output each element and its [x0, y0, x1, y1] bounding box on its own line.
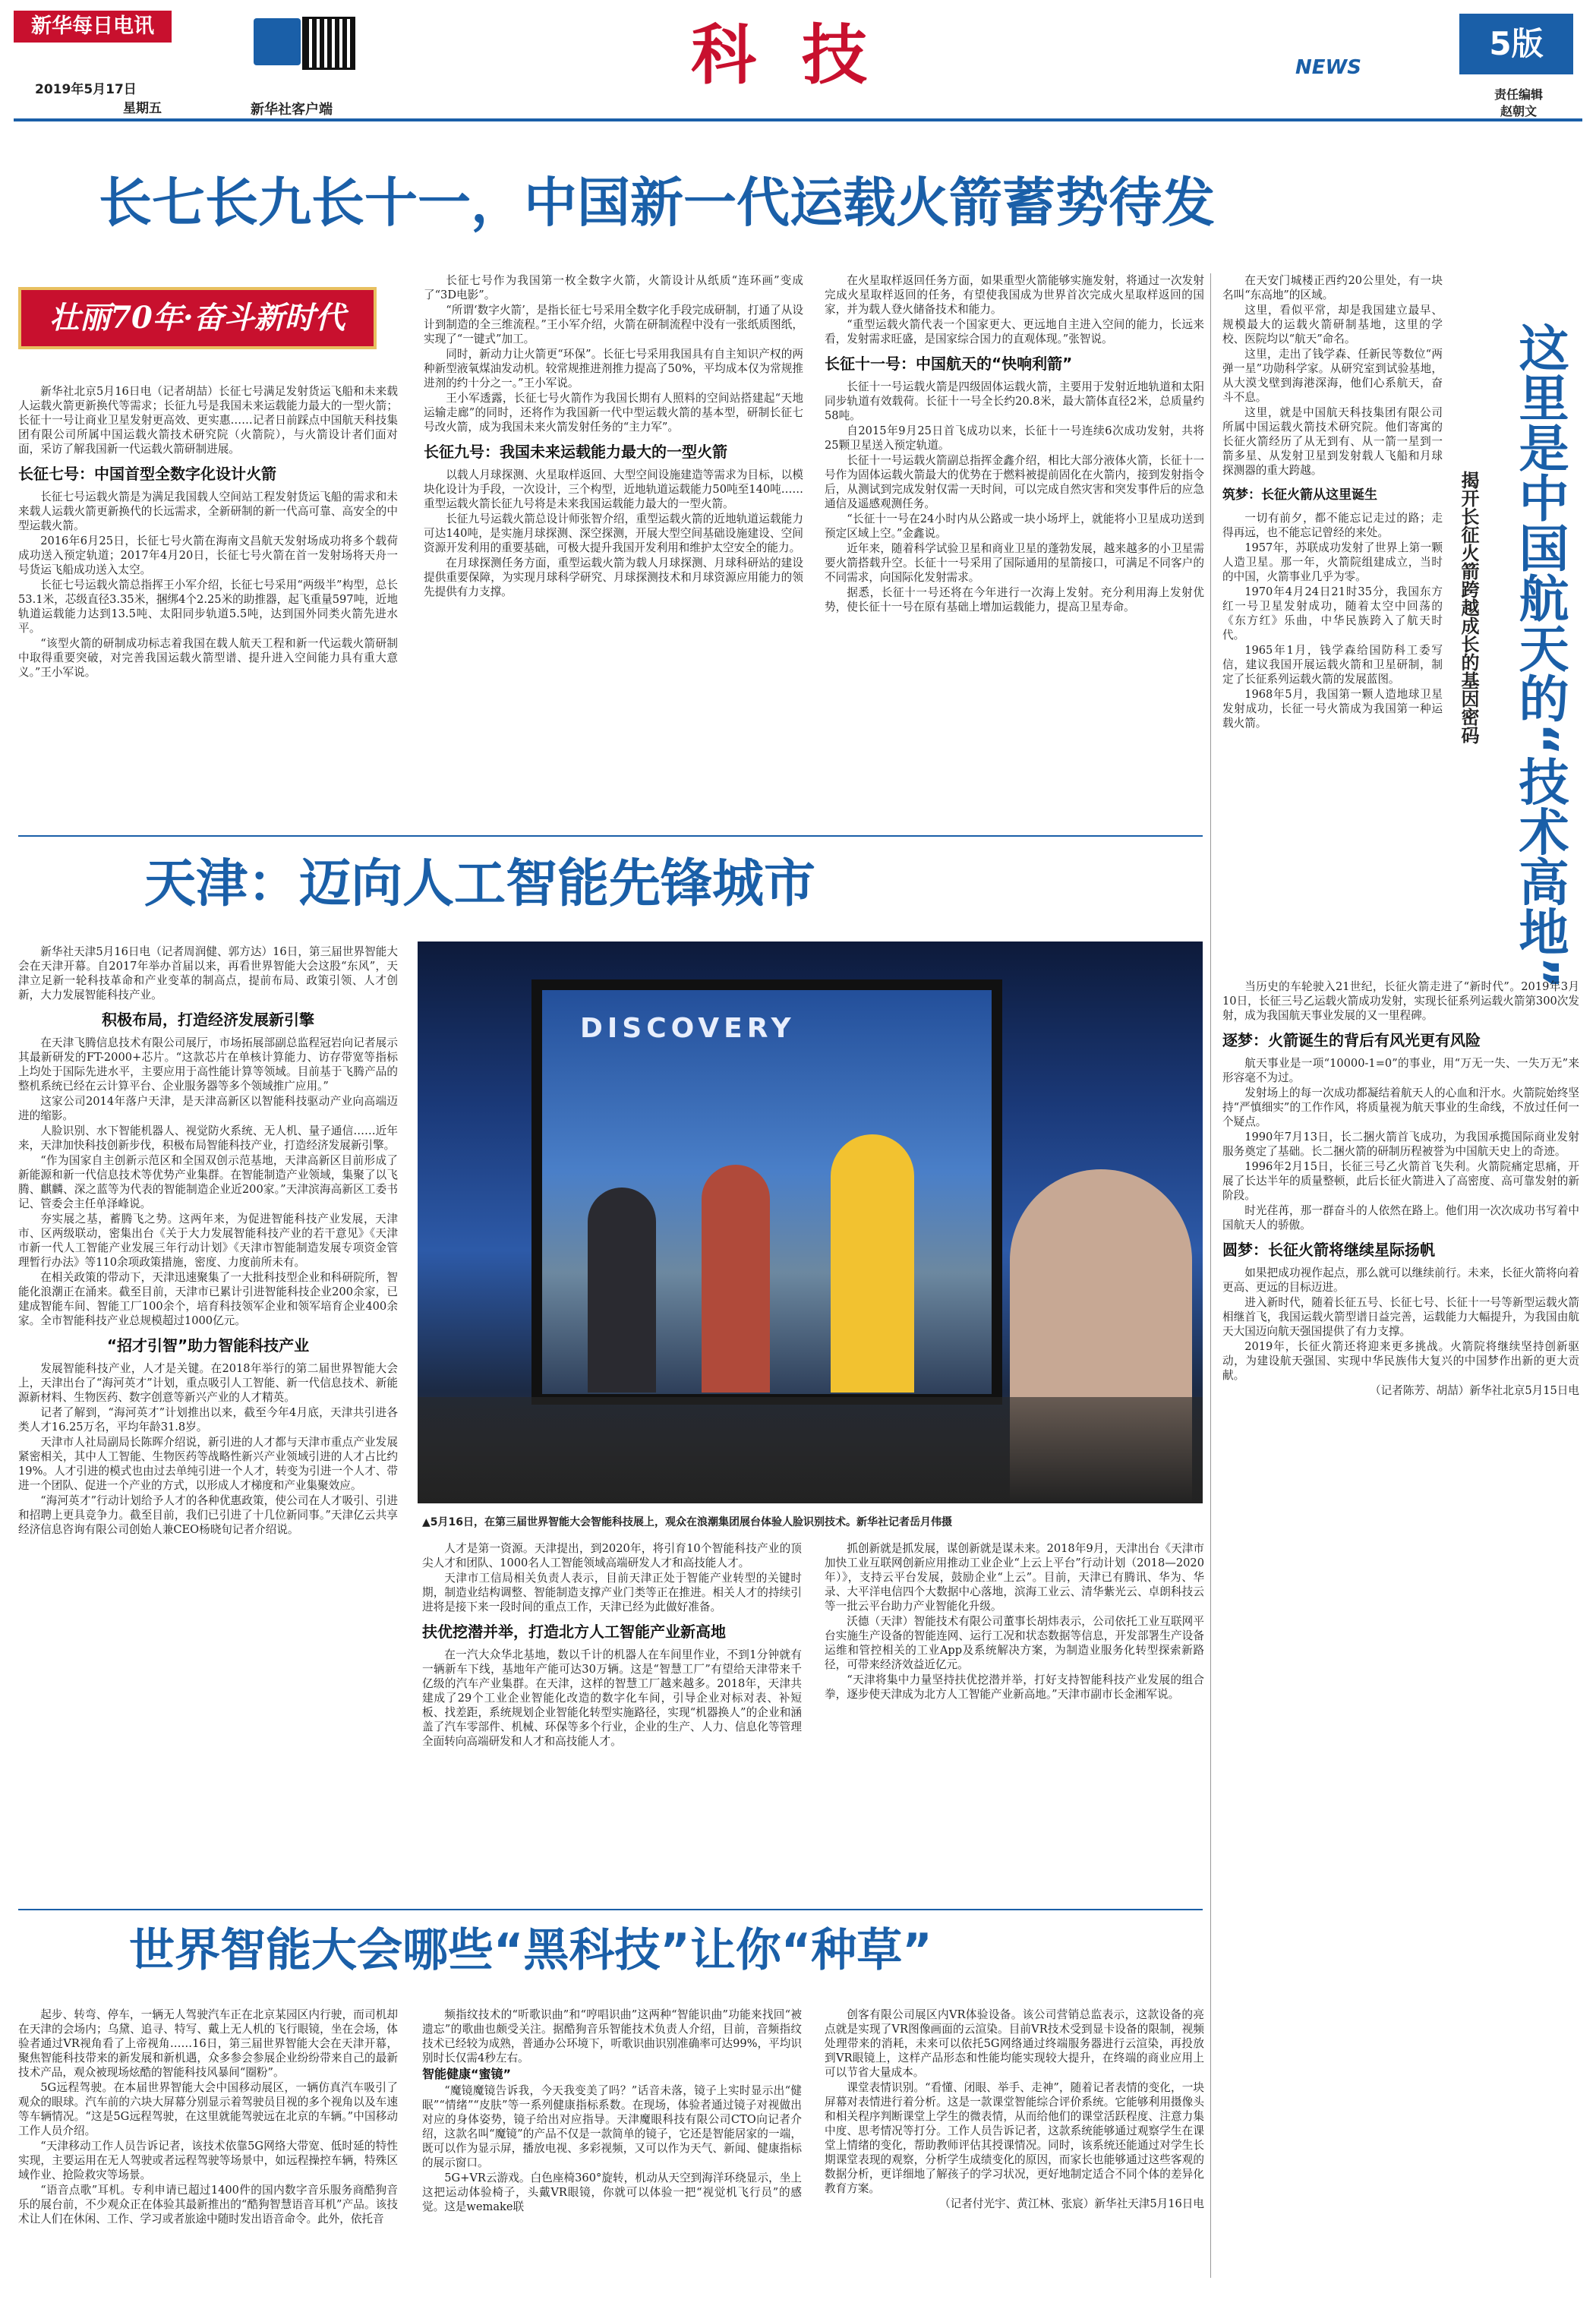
- article4-s1-p6: 当历史的车轮驶入21世纪，长征火箭走进了“新时代”。2019年3月10日，长征三号乙运载火箭成功发射，实现长征系列运载火箭第300次发射，成为我国航天事业发展的又一里程碑。: [1222, 980, 1579, 1022]
- article4-s2-p2: 发射场上的每一次成功都凝结着航天人的心血和汗水。火箭院始终坚持“严慎细实”的工作作风，将质量视为航天事业的生命线，不放过任何一个疑点。: [1222, 1087, 1579, 1128]
- article2-lead: 新华社天津5月16日电（记者周润健、郭方达）16日，第三届世界智能大会在天津开幕。自2017年举办首届以来，再看世界智能大会这股“东风”，天津立足新一轮科技革命和产业变革的制高点，提前布局、政策引领、人才创新，大力发展智能科技产业。: [18, 945, 398, 1001]
- photo-person-3: [588, 1188, 656, 1393]
- article2-p9: 天津市人社局副局长陈晖介绍说，新引进的人才都与天津市重点产业发展紧密相关，其中人工智能、生物医药等战略性新兴产业领域引进的人才占比约19%。人才引进的模式也由过去单纯引进一个人才，转变为引进一个人才、带进一个团队、促进一个产业的方式，以形成人才梯度和产业集聚效应。: [18, 1436, 398, 1492]
- article3-c1-p3: “天津移动工作人员告诉记者，该技术依靠5G网络大带宽、低时延的特性实现，主要运用在无人驾驶或者远程驾驶等场景中，如远程操控车辆，特殊区域作业、抢险救灾等场景。: [18, 2140, 398, 2181]
- article4-s1-head: 筑梦：长征火箭从这里诞生: [1222, 487, 1377, 503]
- article2-s2-head: “招才引智”助力智能科技产业: [106, 1336, 310, 1355]
- photo-screen-text: DISCOVERY: [580, 1013, 796, 1044]
- article1-c2-p4: 王小军透露，长征七号火箭作为我国长期有人照料的空间站搭建起“天地运输走廊”的同时，还将作为我国新一代中型运载火箭的基本型，研制长征七号改火箭，成为我国未来火箭发射任务的“主力军”。: [424, 392, 803, 434]
- article4-s1-p3: 1970年4月24日21时35分，我国东方红一号卫星发射成功，随着太空中回荡的《东方红》乐曲，中华民族跨入了航天时代。: [1222, 585, 1443, 642]
- article2-q-p6: “天津将集中力量坚持扶优挖潜并举，打好支持智能科技产业发展的组合拳，逐步使天津成为北方人工智能产业新高地。”天津市副市长金湘军说。: [825, 1673, 1204, 1701]
- article2-p5: 夯实展之基，蓄腾飞之势。这两年来，为促进智能科技产业发展，天津市、区两级联动，密集出台《关于大力发展智能科技产业的若干意见》《天津市新一代人工智能产业发展三年行动计划》《天津市智能制造发展专项资金管理暂行办法》等110余项政策措施，密度、力度前所未有。: [18, 1213, 398, 1269]
- article3-col1: [18, 2008, 398, 2296]
- article4-s3-p1: 如果把成功视作起点，那么就可以继续前行。未来，长征火箭将向着更高、更远的目标迈进。: [1222, 1266, 1579, 1294]
- article1-c3-p2: “重型运载火箭代表一个国家更大、更远地自主进入空间的能力，长远来看，发射需求旺盛，是国家综合国力的直观体现。”张智说。: [825, 318, 1204, 345]
- article3-c2-p2: “魔镜魔镜告诉我，今天我变美了吗？”话音未落，镜子上实时显示出“健眠”“情绪”“皮肤”等一系列健康指标系数。在现场，体验者通过镜子对视做出对应的身体姿势，镜子给出对应指导。天津魔眼科技有限公司CTO向记者介绍，这款名叫“魔镜”的产品不仅是一款简单的镜子，它还是智能居家的一端，既可以作为显示屏，播放电视、多彩视频，又可以作为天气、新闻、健康指标的展示窗口。: [422, 2084, 802, 2169]
- photo-person-2: [831, 1134, 914, 1393]
- article1-c3-p8: 据悉，长征十一号还将在今年进行一次海上发射。充分利用海上发射优势，使长征十一号在原有基础上增加运载能力，提高卫星寿命。: [825, 586, 1204, 613]
- banner-70-years: [18, 287, 377, 349]
- article2-q-p1: 人才是第一资源。天津提出，到2020年，将引育10个智能科技产业的顶尖人才和团队、1000名人工智能领域高端研发人才和高技能人才。: [422, 1542, 802, 1569]
- article4-lead-p1: 在天安门城楼正西约20公里处，有一块名叫“东高地”的区域。: [1222, 274, 1443, 301]
- article3-headline: 世界智能大会哪些“黑科技”让你“种草”: [129, 1924, 932, 1977]
- qr-code[interactable]: [302, 17, 355, 70]
- banner-text: 壮丽70年·奋斗新时代: [49, 300, 345, 336]
- article4-s2-p3: 1990年7月13日，长二捆火箭首飞成功，为我国承揽国际商业发射服务奠定了基础。长二捆火箭的研制历程被誉为中国航天史上的奇迹。: [1222, 1131, 1579, 1158]
- article2-p4: “作为国家自主创新示范区和全国双创示范基地，天津高新区目前形成了新能源和新一代信息技术等优势产业集群。在智能制造产业领域，集聚了以飞腾、麒麟、深之蓝等为代表的智能制造企业近200家。”天津滨海高新区工委书记、管委会主任单泽峰说。: [18, 1154, 398, 1210]
- article1-c2-p5: 以载人月球探测、火星取样返回、大型空间设施建造等需求为目标，以模块化设计为手段，一次设计，三个构型，近地轨道运载能力50吨至140吨……重型运载火箭长征九号将是未来我国运载能力最大的一型火箭。: [424, 468, 803, 510]
- article2-col2: [422, 1541, 802, 1909]
- article4-byline: （记者陈芳、胡喆）新华社北京5月15日电: [1370, 1384, 1579, 1397]
- article3-c1-p1: 起步、转弯、停车，一辆无人驾驶汽车正在北京某园区内行驶，而司机却在天津的会场内；乌黛、追寻、特写、戴上无人机的飞行眼镜，坐在会场，体验者通过VR视角看了上帝视角……16日，第三届世界智能大会在天津开幕，聚焦智能科技带来的新发展和新机遇，众多参会参展企业纷纷带来自己的最新技术产品，观众被现场炫酷的智能科技风暴间“圈粉”。: [18, 2008, 398, 2079]
- article4-lead-p4: 这里，就是中国航天科技集团有限公司所属中国运载火箭技术研究院。他们寄寓的长征火箭经历了从无到有、从一箭一星到一箭多星、从发射卫星到发射载人飞船和月球探测器的重大跨越。: [1222, 406, 1443, 477]
- article3-c2-head: 智能健康“蜜镜”: [422, 2067, 512, 2081]
- article2-p2: 这家公司2014年落户天津，是天津高新区以智能科技驱动产业向高端迈进的缩影。: [18, 1095, 398, 1122]
- article1-c2-p6: 长征九号运载火箭总设计师张智介绍，重型运载火箭的近地轨道运载能力可达140吨，是实施月球探测、深空探测，开展大型空间基础设施建设、空间资源开发利用的重要基础，可极大提升我国开发利用和维护太空安全的能力。: [424, 513, 803, 554]
- news-logo: NEWS: [1295, 56, 1361, 79]
- article1-s1-p3: 长征七号运载火箭总指挥王小军介绍，长征七号采用“两级半”构型，总长53.1米，芯级直径3.35米，捆绑4个2.25米的助推器，起飞重量597吨，近地轨道运载能力达到13.5吨、太阳同步轨道5.5吨，达到国外同类火箭先进水平。: [18, 579, 398, 635]
- client-label: 新华社客户端: [251, 102, 333, 118]
- article3-col2: [422, 2008, 802, 2296]
- article1-col2: [424, 273, 803, 825]
- article1-headline: 长七长九长十一，中国新一代运载火箭蓄势待发: [99, 172, 1215, 234]
- article3-c2-p3: 5G+VR云游戏。白色座椅360°旋转，机动从天空到海洋环绕显示，坐上这把运动体验椅子，头戴VR眼镜，你就可以体验一把“视觉机飞行员”的感觉。这是wemake联: [422, 2172, 802, 2213]
- masthead-box: [14, 11, 172, 43]
- article2-s3-head: 扶优挖潜并举，打造北方人工智能产业新高地: [422, 1623, 726, 1641]
- article4-full-block: [1222, 979, 1579, 2297]
- article1-col3: [825, 273, 1204, 825]
- article4-subhead: 揭开长征火箭跨越成长的基因密码: [1458, 471, 1480, 744]
- article1-c3-p5: 长征十一号运载火箭副总指挥金鑫介绍，相比大部分液体火箭，长征十一号作为固体运载火箭最大的优势在于燃料被提前固化在火箭内，接到发射指令后，从测试到完成发射仅需一天时间，可以完成自然灾害和突发事件后的应急通信及遥感观测任务。: [825, 454, 1204, 510]
- article2-headline: 天津：迈向人工智能先锋城市: [144, 854, 816, 914]
- article1-c3-p7: 近年来，随着科学试验卫星和商业卫星的蓬勃发展，越来越多的小卫星需要火箭搭载升空。长征十一号采用了国际通用的星箭接口，可满足不同客户的不同需求，向国际化发射需求。: [825, 542, 1204, 584]
- column-divider: [1210, 273, 1211, 2278]
- article4-s1-p2: 1957年，苏联成功发射了世界上第一颗人造卫星。那一年，火箭院组建成立，当时的中国，火箭事业几乎为零。: [1222, 541, 1443, 583]
- article1-lead: 新华社北京5月16日电（记者胡喆）长征七号满足发射货运飞船和未来载人运载火箭更新换代等需求；长征九号是我国未来运载能力最大的一型火箭；长征十一号让商业卫星发射更高效、更实惠……记者日前踩点中国航天科技集团有限公司所属中国运载火箭技术研究院（火箭院），与火箭设计者们面对面，采访了解我国新一代运载火箭研制进展。: [18, 385, 398, 456]
- article1-c2-p7: 在月球探测任务方面，重型运载火箭为载人月球探测、月球科研站的建设提供重要保障，为实现月球科学研究、月球探测技术和月球资源应用能力的领先提供有力支撑。: [424, 557, 803, 598]
- article2-q-p3: 在一汽大众华北基地，数以千计的机器人在车间里作业，不到1分钟就有一辆新车下线，基地年产能可达30万辆。这是“智慧工厂”有望给天津带来千亿级的汽车产业集群。在天津，这样的智慧工厂越来越多。2018年，天津共建成了29个工业企业智能化改造的数字化车间，引导企业对标对表、补短板、找差距，系统规划企业智能化转型实施路径，实现“机器换人”的企业和涵盖了汽车零部件、机械、环保等多个行业，企业的生产、人力、信息化等管理全面转向高端研发和人才和高技能人才。: [422, 1648, 802, 1748]
- article4-s3-head: 圆梦：长征火箭将继续星际扬帆: [1222, 1241, 1435, 1259]
- masthead-title: 新华每日电讯: [31, 14, 154, 38]
- article2-q-p5: 沃德（天津）智能技术有限公司董事长胡炜表示，公司依托工业互联网平台实施生产设备的智能连网、运行工况和状态数据等信息，开发部署生产设备运维和管控相关的工业App及系统解决方案，为制造业服务化转型探索新路径，可带来经济效益近亿元。: [825, 1615, 1204, 1671]
- article1-c2-p1: 长征七号作为我国第一枚全数字火箭，火箭设计从纸质“连环画”变成了“3D电影”。: [424, 274, 803, 301]
- article1-s3-head: 长征十一号：中国航天的“快响利箭”: [825, 355, 1073, 373]
- article4-lead-p2: 这里，看似平常，却是我国建立最早、规模最大的运载火箭研制基地，这里的学校、医院均以“航天”命名。: [1222, 304, 1443, 345]
- article4-headline: 这里是中国航天的“技术高地”: [1510, 322, 1569, 989]
- article1-s1-p2: 2016年6月25日，长征七号火箭在海南文昌航天发射场成功将多个载荷成功送入预定轨道；2017年4月20日，长征七号火箭在首一发射场将天舟一号货运飞船成功送入太空。: [18, 535, 398, 576]
- article4-s1-p1: 一切有前夕，都不能忘记走过的路；走得再远，也不能忘记曾经的来处。: [1222, 512, 1443, 539]
- article3-c3-p1: 创客有限公司展区内VR体验设备。该公司营销总监表示，这款设备的亮点就是实现了VR图像画面的云渲染。目前VR技术受到显卡设备的限制，视频处理带来的消耗，未来可以依托5G网络通过终端服务器进行云渲染，再投放到VR眼镜上，这样产品形态和性能均能实现较大提升，在终端的商业应用上可以节省大量成本。: [825, 2008, 1204, 2079]
- photo-person-1: [702, 1165, 770, 1393]
- article3-c3-p2: 课堂表情识别。“看懂、闭眼、举手、走神”，随着记者表情的变化，一块屏幕对表情进行着分析。这是一款课堂智能综合评价系统。它能够利用摄像头和相关程序判断课堂上学生的微表情，从而给他们的课堂活跃程度、注意力集中度、思考情况等打分。工作人员告诉记者，这款系统能够通过观察学生在课堂上情绪的变化，帮助教师评估其授课情况。同时，该系统还能通过对学生长期课堂表现的观察，分析学生成绩变化的原因，而家长也能够通过这些客观的数据分析，更详细地了解孩子的学习状况，更好地制定适合不同个体的差异化教育方案。: [825, 2081, 1204, 2195]
- article4-s3-p2: 进入新时代，随着长征五号、长征七号、长征十一号等新型运载火箭相继首飞，我国运载火箭型谱日益完善，运载能力大幅提升，为我国由航天大国迈向航天强国提供了有力支撑。: [1222, 1296, 1579, 1338]
- article4-lead-p3: 这里，走出了钱学森、任新民等数位“两弹一星”功勋科学家。从研究室到试验基地，从大漠戈壁到海港深海，他们心系航天，奋斗不息。: [1222, 348, 1443, 404]
- article2-col1: [18, 945, 398, 1909]
- article4-s2-p1: 航天事业是一项“10000-1=0”的事业，用“万无一失、一失万无”来形容毫不为过。: [1222, 1057, 1579, 1084]
- article1-s1-p1: 长征七号运载火箭是为满足我国载人空间站工程发射货运飞船的需求和未来载人运载火箭更新换代的长远需求，全新研制的新一代高可靠、高安全的中型运载火箭。: [18, 490, 398, 532]
- article1-c2-p3: 同时，新动力让火箭更“环保”。长征七号采用我国具有自主知识产权的两种新型液氧煤油发动机。较常规推进剂推力提高了50%，平均成本仅为常规推进剂的约十分之一。”王小军说。: [424, 348, 803, 390]
- article2-q-p2: 天津市工信局相关负责人表示，目前天津正处于智能产业转型的关键时期，制造业结构调整、智能制造支撑产业门类等正在推进。相关人才的持续引进将是接下来一段时间的重点工作，天津已经为此做好准备。: [422, 1572, 802, 1613]
- article1-s2-head: 长征九号：我国未来运载能力最大的一型火箭: [424, 443, 727, 461]
- article2-p7: 发展智能科技产业，人才是关键。在2018年举行的第二届世界智能大会上，天津出台了“海河英才”计划，重点吸引人工智能、新一代信息技术、新能源新材料、生物医药、数字创意等新兴产业的人才精英。: [18, 1362, 398, 1404]
- article3-c2-p1: 频指纹技术的“听歌识曲”和“哼唱识曲”这两种“智能识曲”功能来找回“被遗忘”的歌曲也颇受关注。据酷狗音乐智能技术负责人介绍，目前，音频指纹技术已经较为成熟，普通办公环境下，听歌识曲识别准确率可达99%，平均识别时长仅需4秒左右。: [422, 2008, 802, 2064]
- article2-p3: 人脸识别、水下智能机器人、视觉防火系统、无人机、量子通信……近年来，天津加快科技创新步伐，积极布局智能科技产业，打造经济发展新引擎。: [18, 1124, 398, 1152]
- article4-lead-block: [1222, 273, 1443, 957]
- article1-c3-p1: 在火星取样返回任务方面，如果重型火箭能够实施发射，将通过一次发射完成火星取样返回的任务，有望使我国成为世界首次完成火星取样返回的国家，并为载人登火储备技术和能力。: [825, 274, 1204, 316]
- article3-c1-p2: 5G远程驾驶。在本届世界智能大会中国移动展区，一辆仿真汽车吸引了观众的眼球。汽车前的六块大屏幕分别显示着驾驶员目视的多个视角以及车速等车辆情况。“这是5G远程驾驶，在这里就能驾驶远在北京的车辆。”中国移动工作人员介绍。: [18, 2081, 398, 2137]
- editor-name: 赵朝文: [1500, 104, 1537, 118]
- page-number-box: [1459, 14, 1573, 74]
- article1-s1-head: 长征七号：中国首型全数字化设计火箭: [18, 465, 276, 483]
- article4-s2-p4: 1996年2月15日，长征三号乙火箭首飞失利。火箭院痛定思痛，开展了长达半年的质量整顿，此后长征火箭进入了高密度、高可靠发射的新阶段。: [1222, 1160, 1579, 1202]
- article2-photo: [418, 942, 1203, 1503]
- article1-c3-p3: 长征十一号运载火箭是四级固体运载火箭，主要用于发射近地轨道和太阳同步轨道有效载荷。长征十一号全长约20.8米，最大箭体直径2米，总质量约58吨。: [825, 380, 1204, 422]
- editor-label: 责任编辑: [1493, 87, 1543, 102]
- photo-foreground-crowd: [418, 1397, 1203, 1503]
- article4-s2-p5: 时光荏苒，那一群奋斗的人依然在路上。他们用一次次成功书写着中国航天人的骄傲。: [1222, 1204, 1579, 1232]
- article1-c2-p2: “所谓‘数字火箭’，是指长征七号采用全数字化手段完成研制，打通了从设计到制造的全三维流程。”王小军介绍，火箭在研制流程中没有一张纸质图纸，实现了“一键式”加工。: [424, 304, 803, 345]
- article2-p6: 在相关政策的带动下，天津迅速聚集了一大批科技型企业和科研院所，智能化浪潮正在涌来。截至目前，天津市已累计引进智能科技企业200余家，已建成智能车间、智能工厂100余个，培育科技领军企业和领军培育企业400余家。全市智能科技产业总规模超过1000亿元。: [18, 1271, 398, 1327]
- article2-s1-head: 积极布局，打造经济发展新引擎: [102, 1011, 314, 1029]
- article1-col1: [18, 384, 398, 825]
- article2-rule: [18, 835, 1203, 837]
- section-title: 科技: [691, 17, 913, 93]
- article2-p8: 记者了解到，“海河英才”计划推出以来，截至今年4月底，天津共引进各类人才16.25万名，平均年龄31.8岁。: [18, 1406, 398, 1434]
- article3-c1-p4: “语音点歌”耳机。专利申请已超过1400件的国内数字音乐服务商酷狗音乐的展台前，不少观众正在体验其最新推出的“酷狗智慧语音耳机”产品。该技术让人们在休闲、工作、学习或者旅途中随时发出语音命令。此外，依托音: [18, 2184, 398, 2225]
- article1-c3-p6: “长征十一号在24小时内从公路或一块小场坪上，就能将小卫星成功送到预定区域上空。”金鑫说。: [825, 513, 1204, 540]
- article2-photo-caption: ▲5月16日，在第三届世界智能大会智能科技展上，观众在浪潮集团展台体验人脸识别技术。新华社记者岳月伟摄: [422, 1516, 952, 1528]
- article3-byline: （记者付光宇、黄江林、张宸）新华社天津5月16日电: [939, 2197, 1204, 2210]
- article2-col3: [825, 1541, 1204, 1909]
- article2-p1: 在天津飞腾信息技术有限公司展厅，市场拓展部副总监程冠岩向记者展示其最新研发的FT-2000+芯片。“这款芯片在单核计算能力、访存带宽等指标上均处于国际先进水平，主要应用于高性能计算等领域。目前基于飞腾产品的整机系统已经在云计算平台、企业服务器等多个领域推广应用。”: [18, 1036, 398, 1093]
- article3-rule: [18, 1909, 1203, 1910]
- page-number: 5版: [1489, 25, 1544, 62]
- photo-display-screen: [531, 979, 1002, 1405]
- article4-s1-p5: 1968年5月，我国第一颗人造地球卫星发射成功，长征一号火箭成为我国第一种运载火箭。: [1222, 688, 1443, 730]
- xinhua-logo: [254, 18, 301, 65]
- article2-p10: “海河英才”行动计划给予人才的各种优惠政策，使公司在人才吸引、引进和招聘上更具竞争力。截至目前，我们已引进了十几位新同事。”天津亿云共享经济信息咨询有限公司创始人兼CEO杨晓旬记者介绍说。: [18, 1494, 398, 1536]
- header-rule: [14, 118, 1582, 121]
- article4-s3-p3: 2019年，长征火箭还将迎来更多挑战。火箭院将继续坚持创新驱动，为建设航天强国、实现中华民族伟大复兴的中国梦作出新的更大贡献。: [1222, 1340, 1579, 1382]
- issue-weekday: 星期五: [123, 101, 162, 116]
- article2-q-p4: 抓创新就是抓发展，谋创新就是谋未来。2018年9月，天津出台《天津市加快工业互联网创新应用推动工业企业“上云上平台”行动计划（2018—2020年）》，支持云平台发展，鼓励企业“上云”。目前，天津已有腾讯、华为、华录、大平洋电信四个大数据中心落地，滨海工业云、清华紫光云、卓朗科技云等一批云平台助力产业智能化升级。: [825, 1542, 1204, 1613]
- article1-c3-p4: 自2015年9月25日首飞成功以来，长征十一号连续6次成功发射，共将25颗卫星送入预定轨道。: [825, 424, 1204, 452]
- article3-col3: [825, 2008, 1204, 2296]
- article4-s2-head: 逐梦：火箭诞生的背后有风光更有风险: [1222, 1031, 1481, 1049]
- article4-s1-p4: 1965年1月，钱学森给国防科工委写信，建议我国开展运载火箭和卫星研制，制定了长征系列运载火箭的发展蓝图。: [1222, 644, 1443, 686]
- issue-date: 2019年5月17日: [35, 82, 137, 97]
- article1-s1-p4: “该型火箭的研制成功标志着我国在载人航天工程和新一代运载火箭研制中取得重要突破，对完善我国运载火箭型谱、提升进入空间能力具有重大意义。”王小军说。: [18, 637, 398, 679]
